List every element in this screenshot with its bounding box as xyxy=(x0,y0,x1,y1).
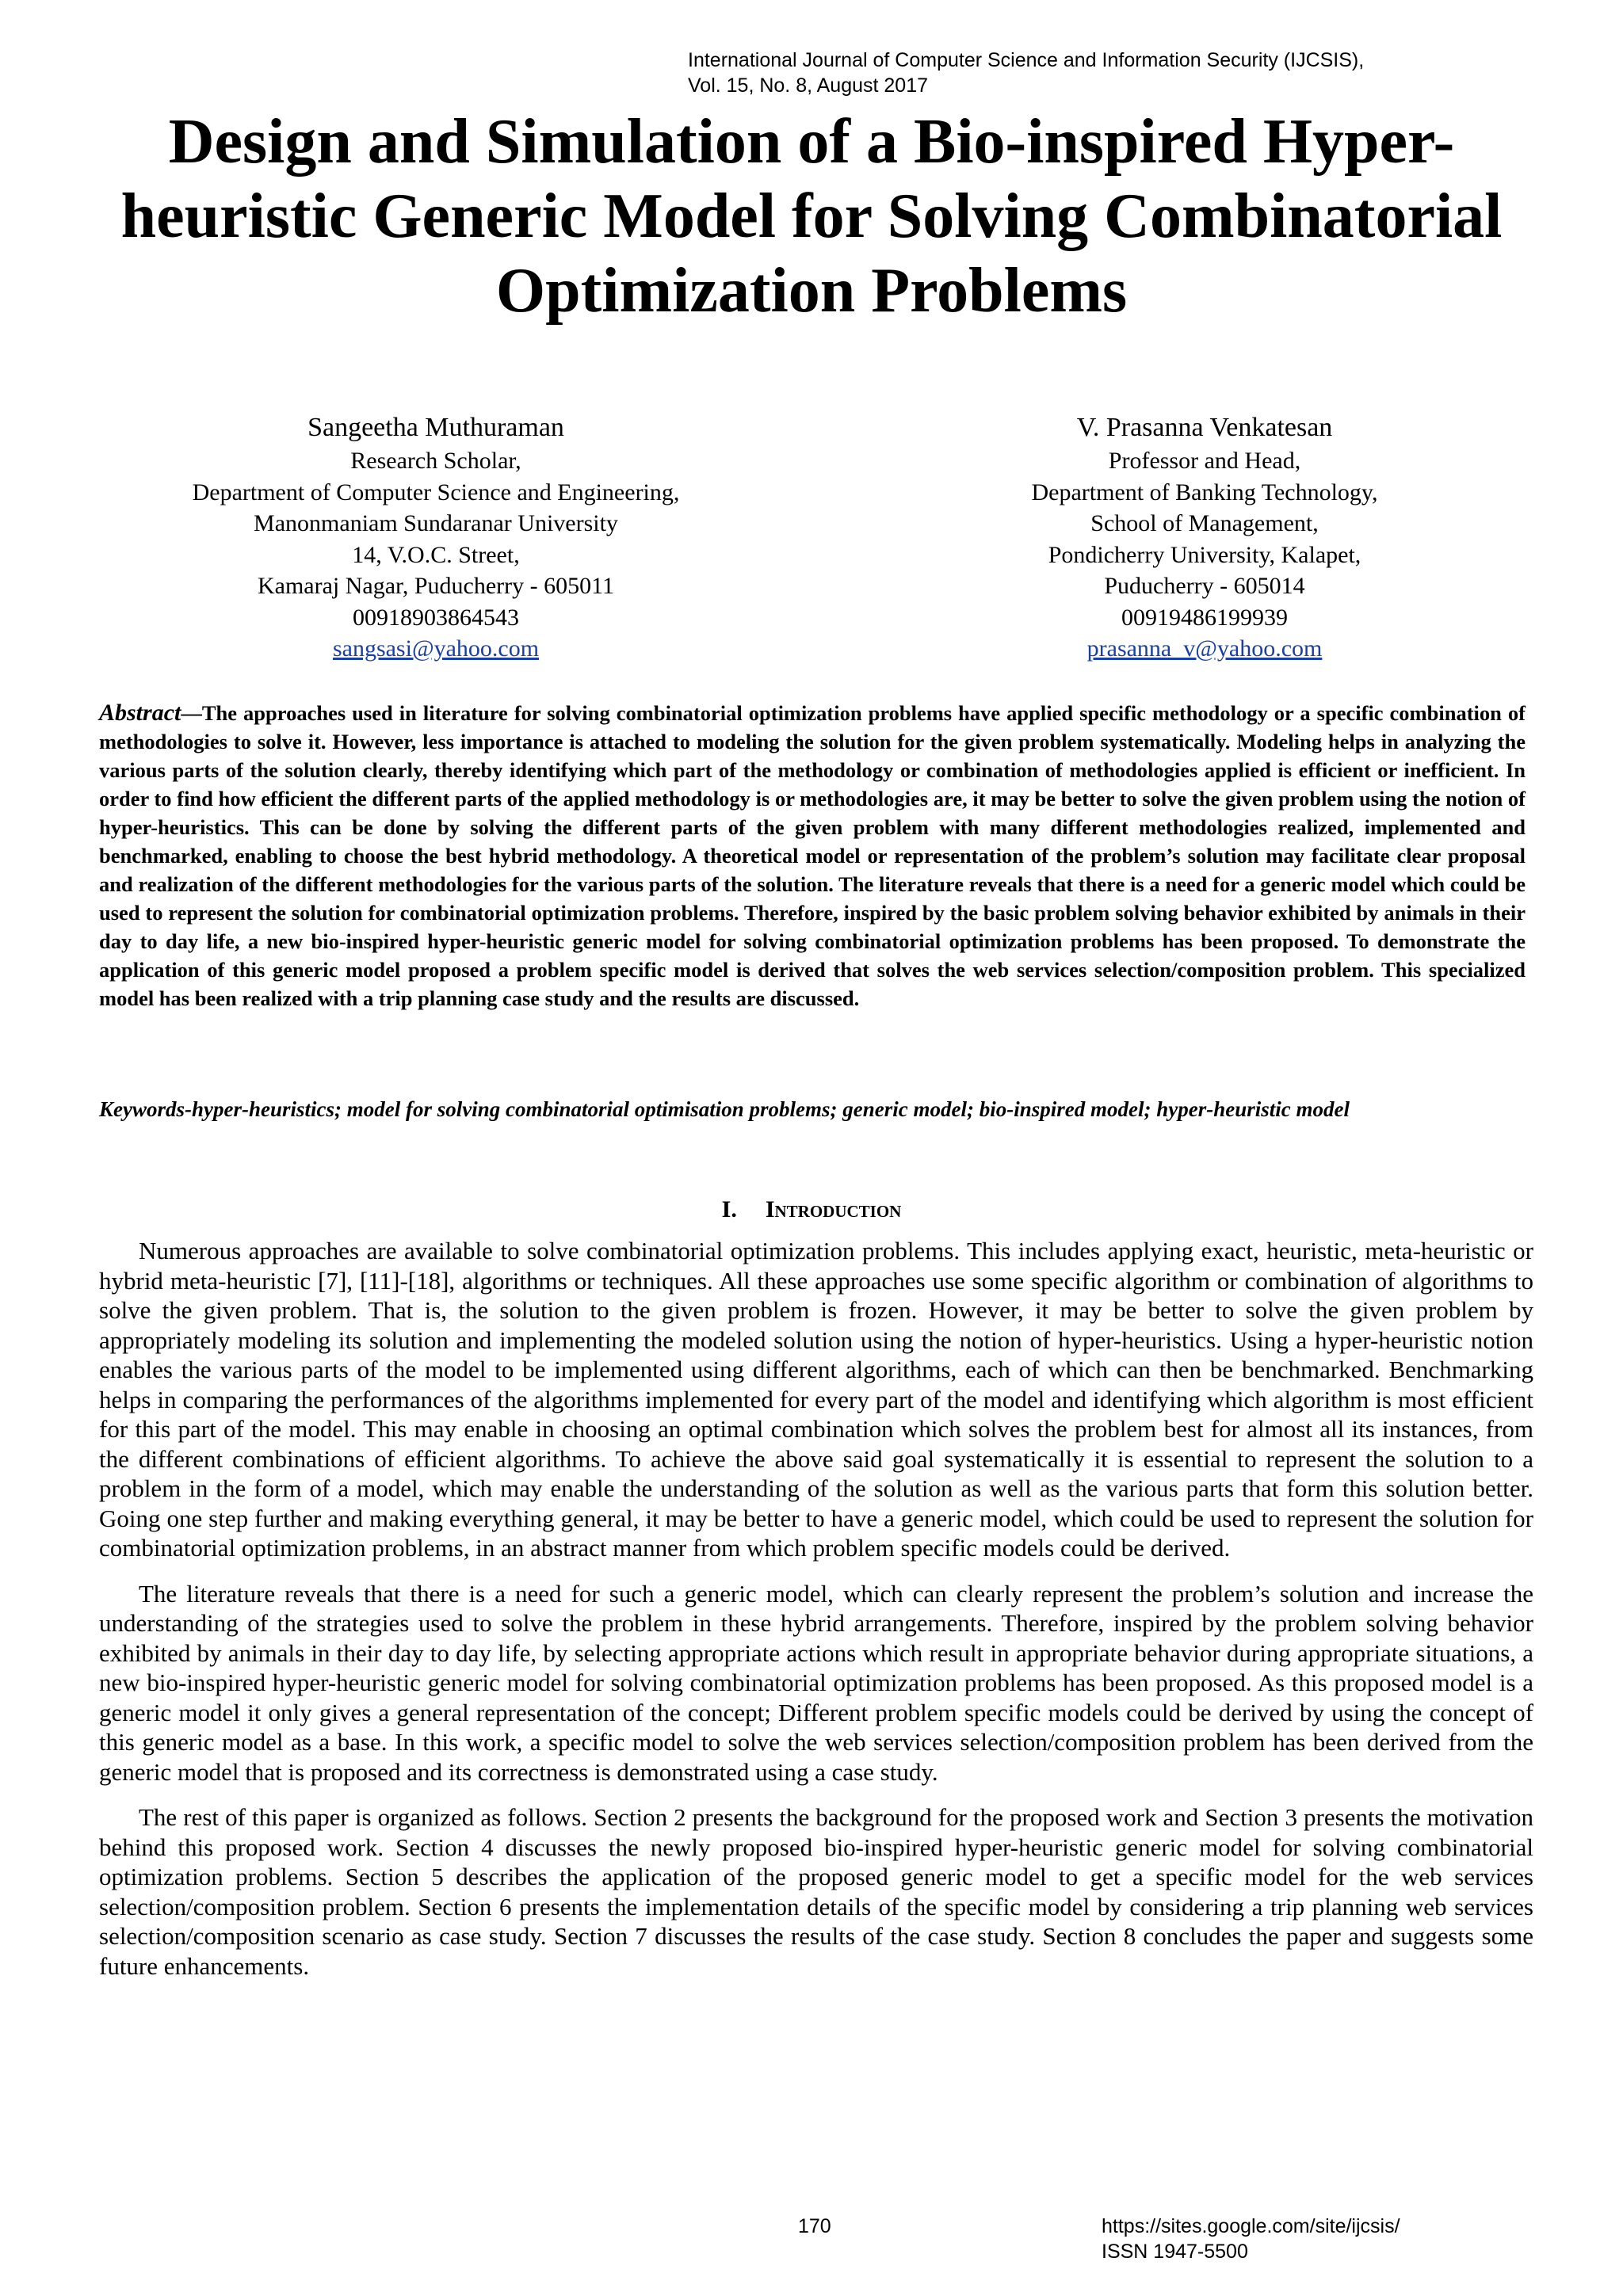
section-title: Introduction xyxy=(765,1196,902,1222)
author-phone: 00919486199939 xyxy=(1121,604,1288,631)
author-block-1 xyxy=(119,410,753,665)
abstract-text: The approaches used in literature for solving combinatorial optimization problems have applied specific methodology or a specific combination of methodologies to solve it. However, less importance is attached to modeling the solution for the given problem systematically. Modeling helps in analyzing the various parts of the solution clearly, thereby identifying which part of the methodology or combination of methodologies applied is efficient or inefficient. In order to find how efficient the different parts of the applied methodology is or methodologies are, it may be better to solve the given problem using the notion of hyper-heuristics. This can be done by solving the different parts of the given problem with many different methodologies realized, implemented and benchmarked, enabling to choose the best hybrid methodology. A theoretical model or representation of the problem’s solution may facilitate clear proposal and realization of the different methodologies for the various parts of the solution. The literature reveals that there is a need for a generic model which could be used to represent the solution for combinatorial optimization problems. Therefore, inspired by the basic problem solving behavior exhibited by animals in their day to day life, a new bio-inspired hyper-heuristic generic model for solving combinatorial optimization problems has been proposed. To demonstrate the application of this generic model proposed a problem specific model is derived that solves the web services selection/composition problem. This specialized model has been realized with a trip planning case study and the results are discussed. xyxy=(99,701,1526,1010)
section-number: I. xyxy=(721,1196,737,1222)
author-department: Department of Banking Technology, xyxy=(1031,479,1378,505)
author-address-line: 14, V.O.C. Street, xyxy=(352,541,520,568)
author-phone: 00918903864543 xyxy=(353,604,519,631)
journal-name: International Journal of Computer Science and Information Security (IJCSIS), xyxy=(688,49,1365,71)
author-address-line: Puducherry - 605014 xyxy=(1104,573,1305,599)
author-name: Sangeetha Muthuraman xyxy=(307,413,564,442)
author-role: Professor and Head, xyxy=(1108,448,1301,474)
keywords: Keywords-hyper-heuristics; model for solving combinatorial optimisation problems; generic model; bio-inspired model; hyper-heuristic model xyxy=(99,1097,1350,1121)
abstract xyxy=(99,699,1526,1013)
author-organization: Manonmaniam Sundaranar University xyxy=(254,510,618,536)
abstract-dash: — xyxy=(181,701,202,725)
author-role: Research Scholar, xyxy=(350,448,521,474)
journal-url-link[interactable]: https://sites.google.com/site/ijcsis/ xyxy=(1102,2215,1400,2237)
author-block-2 xyxy=(888,410,1522,665)
author-department: Department of Computer Science and Engineering, xyxy=(192,479,680,505)
author-address-line: Kamaraj Nagar, Puducherry - 605011 xyxy=(257,573,615,599)
footer-info xyxy=(1102,2214,1400,2264)
author-address-line: Pondicherry University, Kalapet, xyxy=(1048,541,1361,568)
author-email-link[interactable]: prasanna_v@yahoo.com xyxy=(1086,635,1323,662)
section-heading xyxy=(0,1195,1623,1225)
author-email-link[interactable]: sangsasi@yahoo.com xyxy=(332,635,540,662)
author-organization: School of Management, xyxy=(1090,510,1319,536)
author-name: V. Prasanna Venkatesan xyxy=(1076,413,1333,442)
paragraph: Numerous approaches are available to solve combinatorial optimization problems. This includes applying exact, heuristic, meta-heuristic or hybrid meta-heuristic [7], [11]-[18], algorithms or techniques. All these approaches use some specific algorithm or combination of algorithms to solve the given problem. That is, the solution to the given problem is frozen. However, it may be better to solve the given problem by appropriately modeling its solution and implementing the modeled solution using the notion of hyper-heuristics. Using a hyper-heuristic notion enables the various parts of the model to be implemented using different algorithms, each of which can then be benchmarked. Benchmarking helps in comparing the performances of the algorithms implemented for every part of the model and identifying which algorithm is most efficient for this part of the model. This may enable in choosing an optimal combination which solves the problem best for almost all its instances, from the different combinations of efficient algorithms. To achieve the above said goal systematically it is essential to represent the solution to a problem in the form of a model, which may enable the understanding of the solution as well as the various parts that form this solution better. Going one step further and making everything general, it may be better to have a generic model, which could be used to represent the solution for combinatorial optimization problems, in an abstract manner from which problem specific models could be derived. xyxy=(99,1237,1533,1562)
journal-header xyxy=(688,48,1364,98)
issn: ISSN 1947-5500 xyxy=(1102,2241,1248,2263)
journal-volume: Vol. 15, No. 8, August 2017 xyxy=(688,74,929,97)
paper-title: Design and Simulation of a Bio-inspired Hyper-heuristic Generic Model for Solving Combinatorial Optimization Problems xyxy=(120,107,1503,326)
paragraph: The literature reveals that there is a need for such a generic model, which can clearly represent the problem’s solution and increase the understanding of the strategies used to solve the problem in these hybrid arrangements. Therefore, inspired by the problem solving behavior exhibited by animals in their day to day life, by selecting appropriate actions which result in appropriate behavior during appropriate situations, a new bio-inspired hyper-heuristic generic model for solving combinatorial optimization problems has been proposed. As this proposed model is a generic model it only gives a general representation of the concept; Different problem specific models could be derived by using the concept of this generic model as a base. In this work, a specific model to solve the web services selection/composition problem has been derived from the generic model that is proposed and its correctness is demonstrated using a case study. xyxy=(99,1579,1533,1786)
page-number: 170 xyxy=(798,2215,831,2237)
abstract-lead: Abstract xyxy=(99,700,181,726)
paragraph: The rest of this paper is organized as follows. Section 2 presents the background for the proposed work and Section 3 presents the motivation behind this proposed work. Section 4 discusses the newly proposed bio-inspired hyper-heuristic generic model for solving combinatorial optimization problems. Section 5 describes the application of the proposed generic model to get a specific model for the web services selection/composition problem. Section 6 presents the implementation details of the specific model by considering a trip planning web services selection/composition scenario as case study. Section 7 discusses the results of the case study. Section 8 concludes the paper and suggests some future enhancements. xyxy=(99,1803,1533,1980)
introduction-body xyxy=(99,1236,1533,1997)
